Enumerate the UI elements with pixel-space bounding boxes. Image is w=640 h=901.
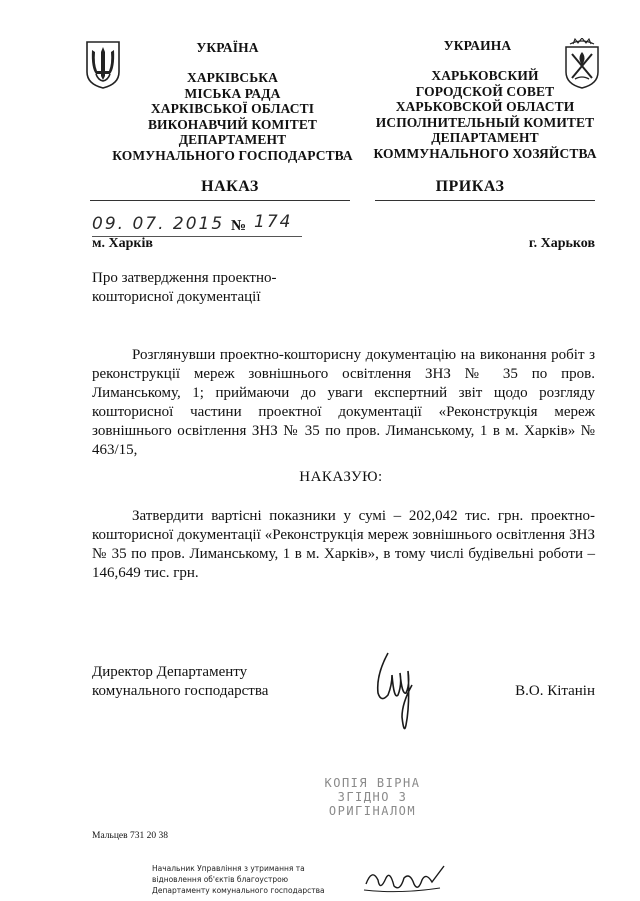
stamp-line: ЗГІДНО З (337, 790, 408, 804)
stamp-line: КОПІЯ ВІРНА (324, 776, 421, 790)
order-decision: Затвердити вартісні показники у сумі – 202,042 тис. грн. проектно-кошторисної документації «Реконструкція мереж зовнішнього освітлення ЗНЗ № 35 по пров. Лиманському, 1 в м. Харків», в тому числі будівельні роботи – 146,649 тис. грн. (92, 508, 595, 581)
header-right-line: КОММУНАЛЬНОГО ХОЗЯЙСТВА (373, 145, 597, 161)
order-preamble: Розглянувши проектно-кошторисну документацію на виконання робіт з реконструкції мереж зовнішнього освітлення ЗНЗ № 35 по пров. Лиманському, 1; приймаючи до уваги експертний звіт щодо розгляду кошторисної частини проектної документації «Реконструкція мереж зовнішнього освітлення ЗНЗ № 35 по пров. Лиманському, 1 в м. Харків» № 463/15, (92, 347, 595, 458)
header-left-country: УКРАЇНА (196, 40, 259, 55)
doc-type-ru: ПРИКАЗ (435, 178, 505, 195)
header-left-institution (105, 70, 360, 163)
certifier-line: відновлення об'єктів благоустрою (152, 875, 289, 884)
director-signature (366, 645, 426, 740)
doc-type-ru-rule (375, 200, 595, 201)
city-ru: г. Харьков (528, 236, 595, 251)
signer-name: В.О. Кітанін (515, 683, 595, 699)
header-right-line: ГОРОДСКОЙ СОВЕТ (415, 83, 555, 99)
stamp-line: ОРИГІНАЛОМ (328, 804, 417, 818)
header-left-line: ДЕПАРТАМЕНТ (178, 132, 287, 147)
header-right-institution (370, 68, 600, 161)
header-left-line: КОМУНАЛЬНОГО ГОСПОДАРСТВА (112, 147, 353, 163)
order-subject: Про затвердження проектно-кошторисної документації (92, 270, 277, 305)
header-right-line: ДЕПАРТАМЕНТ (431, 130, 539, 145)
doc-type-ua: НАКАЗ (201, 178, 259, 195)
header-right-line: ХАРЬКОВСКИЙ (431, 68, 539, 83)
certifier-block (152, 863, 342, 896)
header-left-line: ХАРКІВСЬКОЇ ОБЛАСТІ (150, 101, 315, 116)
header-right-line: ИСПОЛНИТЕЛЬНЫЙ КОМИТЕТ (375, 114, 595, 130)
header-left-line: ХАРКІВСЬКА (186, 70, 278, 85)
doc-type-ua-rule (90, 200, 350, 201)
certifier-line: Департаменту комунального господарства (152, 886, 325, 895)
signer-position-line2: комунального господарства (92, 683, 269, 699)
signer-position-line1: Директор Департаменту (92, 664, 248, 680)
header-left-line: ВИКОНАВЧИЙ КОМІТЕТ (147, 116, 318, 132)
order-number: 174 (254, 212, 293, 232)
certifier-line: Начальник Управління з утримання та (152, 864, 305, 873)
certifier-signature (360, 862, 450, 898)
executor-note: Мальцев 731 20 38 (92, 831, 168, 841)
copy-certified-stamp (300, 776, 445, 818)
order-date: 09. 07. 2015 (92, 214, 225, 234)
header-right-line: ХАРЬКОВСКОЙ ОБЛАСТИ (395, 99, 575, 114)
header-left-line: МІСЬКА РАДА (184, 85, 281, 101)
header-right-country: УКРАИНА (443, 38, 512, 53)
order-keyword: НАКАЗУЮ: (299, 469, 383, 485)
order-number-label: № (231, 218, 247, 234)
city-ua: м. Харків (92, 236, 153, 251)
